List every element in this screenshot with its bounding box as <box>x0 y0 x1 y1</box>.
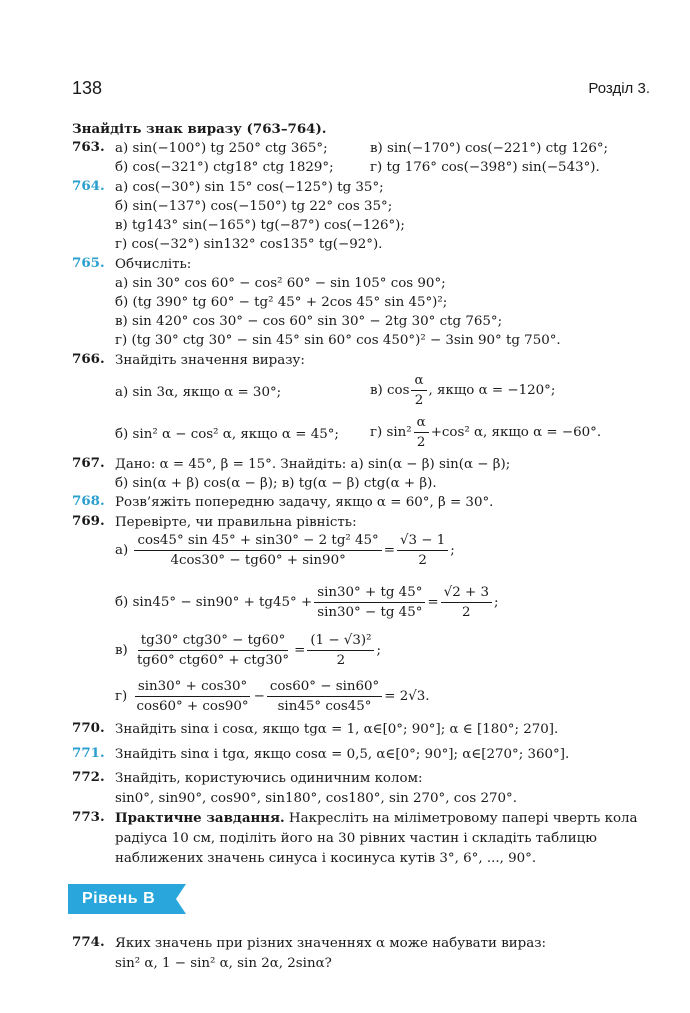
exercise-771-text: Знайдіть sinα і tgα, якщо cosα = 0,5, α∈[0°; 90°]; α∈[270°; 360°]. <box>115 747 570 762</box>
exercise-765-b: б) (tg 390° tg 60° − tg² 45° + 2cos 45° sin 45°)²; <box>115 295 448 310</box>
fraction-denominator: 2 <box>418 553 427 568</box>
fraction <box>441 584 492 621</box>
fraction-denominator: 2 <box>416 435 426 450</box>
expr-text: sin45° − sin90° + tg45° + <box>132 595 313 610</box>
item-label: г) <box>115 689 128 704</box>
exercise-763-b: в) sin(−170°) cos(−221°) ctg 126°; <box>370 141 609 156</box>
exercise-769-b <box>115 584 498 621</box>
exercise-774-line2: sin² α, 1 − sin² α, sin 2α, 2sinα? <box>115 956 332 971</box>
fraction-numerator: (1 − √3)² <box>307 632 374 651</box>
exercise-number: 763. <box>72 139 105 155</box>
punctuation: ; <box>376 643 381 658</box>
intro-heading: Знайдіть знак виразу (763–764). <box>72 121 327 137</box>
exercise-766-b <box>370 372 555 409</box>
exercise-769-c <box>115 632 381 669</box>
expr-text: Накресліть на міліметровому папері чверть кола <box>284 811 638 826</box>
expr-text: , якщо α = −120°; <box>428 383 556 398</box>
exercise-763-a: а) sin(−100°) tg 250° ctg 365°; <box>115 141 328 156</box>
level-badge <box>68 884 186 914</box>
exercise-770-text: Знайдіть sinα і cosα, якщо tgα = 1, α∈[0°; 90°]; α ∈ [180°; 270]. <box>115 722 559 737</box>
fraction <box>307 632 374 669</box>
exercise-767-line1: Дано: α = 45°, β = 15°. Знайдіть: а) sin(α − β) sin(α − β); <box>115 457 511 472</box>
fraction-numerator: sin30° + cos30° <box>135 678 250 697</box>
fraction-denominator: 4cos30° − tg60° + sin90° <box>170 553 346 568</box>
exercise-766-a: а) sin 3α, якщо α = 30°; <box>115 385 282 400</box>
exercise-768-text: Розв’яжіть попередню задачу, якщо α = 60°, β = 30°. <box>115 495 494 510</box>
fraction-denominator: 2 <box>336 653 346 668</box>
punctuation: ; <box>450 543 455 558</box>
fraction <box>414 414 429 451</box>
exercise-764-a: а) cos(−30°) sin 15° cos(−125°) tg 35°; <box>115 180 384 195</box>
exercise-766-title: Знайдіть значення виразу: <box>115 353 305 368</box>
exercise-number: 770. <box>72 720 105 736</box>
fraction-denominator: 2 <box>414 393 424 408</box>
expr-text: +cos² α, якщо α = −60°. <box>430 425 602 440</box>
fraction <box>134 632 292 669</box>
exercise-number: 767. <box>72 455 105 471</box>
exercise-773-line3: наближених значень синуса і косинуса кутів 3°, 6°, ..., 90°. <box>115 851 537 866</box>
exercise-769-title: Перевірте, чи правильна рівність: <box>115 515 357 530</box>
fraction-denominator: cos60° + cos90° <box>136 699 249 714</box>
fraction-numerator: α <box>414 414 429 433</box>
minus-sign: − <box>253 689 265 704</box>
fraction-denominator: sin30° − tg 45° <box>317 605 423 620</box>
fraction-numerator: √3 − 1 <box>397 532 448 551</box>
practical-task-label: Практичне завдання. <box>115 810 285 826</box>
fraction <box>397 532 448 569</box>
exercise-765-c: в) sin 420° cos 30° − cos 60° sin 30° − 2tg 30° ctg 765°; <box>115 314 503 329</box>
equals-sign: = <box>427 595 439 610</box>
exercise-765-a: а) sin 30° cos 60° − cos² 60° − sin 105° cos 90°; <box>115 276 446 291</box>
exercise-number: 764. <box>72 178 105 194</box>
fraction <box>134 532 381 569</box>
fraction-denominator: sin45° cos45° <box>277 699 372 714</box>
exercise-767-line2: б) sin(α + β) cos(α − β); в) tg(α − β) ctg(α + β). <box>115 476 437 491</box>
exercise-773-line1 <box>115 809 638 828</box>
exercise-number: 771. <box>72 745 105 761</box>
exercise-772-line2: sin0°, sin90°, cos90°, sin180°, cos180°, sin 270°, cos 270°. <box>115 791 517 806</box>
section-title: Розділ 3. <box>588 80 650 97</box>
equals-sign: = <box>383 543 395 558</box>
item-label: а) <box>115 543 129 558</box>
item-label: б) <box>115 595 129 610</box>
exercise-772-line1: Знайдіть, користуючись одиничним колом: <box>115 771 423 786</box>
exercise-number: 769. <box>72 513 105 529</box>
exercise-763-c: б) cos(−321°) ctg18° ctg 1829°; <box>115 160 334 175</box>
exercise-769-d <box>115 678 430 715</box>
page-number: 138 <box>72 78 103 98</box>
exercise-773-line2: радіуса 10 см, поділіть його на 30 рівних частин і складіть таблицю <box>115 831 597 846</box>
exercise-765-d: г) (tg 30° ctg 30° − sin 45° sin 60° cos 450°)² − 3sin 90° tg 750°. <box>115 333 561 348</box>
exercise-766-c: б) sin² α − cos² α, якщо α = 45°; <box>115 427 339 442</box>
fraction-numerator: √2 + 3 <box>441 584 492 603</box>
exercise-number: 773. <box>72 809 105 825</box>
exercise-number: 774. <box>72 934 105 950</box>
fraction-numerator: cos45° sin 45° + sin30° − 2 tg² 45° <box>134 532 381 551</box>
fraction-numerator: sin30° + tg 45° <box>314 584 425 603</box>
fraction-numerator: tg30° ctg30° − tg60° <box>138 632 289 651</box>
expr-text: г) sin² <box>370 425 412 440</box>
exercise-764-d: г) cos(−32°) sin132° cos135° tg(−92°). <box>115 237 383 252</box>
fraction <box>314 584 425 621</box>
exercise-number: 766. <box>72 351 105 367</box>
punctuation: ; <box>493 595 499 610</box>
equals-sign: = <box>294 643 306 658</box>
fraction-denominator: 2 <box>462 605 471 620</box>
fraction <box>134 678 252 715</box>
exercise-765-title: Обчисліть: <box>115 257 192 272</box>
item-label: в) <box>115 643 128 658</box>
exercise-769-a <box>115 532 455 569</box>
exercise-number: 772. <box>72 769 105 785</box>
fraction-numerator: α <box>411 372 426 391</box>
fraction <box>411 372 426 409</box>
expr-text: в) cos <box>370 383 410 398</box>
exercise-763-d: г) tg 176° cos(−398°) sin(−543°). <box>370 160 600 175</box>
exercise-764-b: б) sin(−137°) cos(−150°) tg 22° cos 35°; <box>115 199 393 214</box>
fraction <box>267 678 382 715</box>
exercise-766-d <box>370 414 601 451</box>
exercise-number: 768. <box>72 493 105 509</box>
exercise-774-line1: Яких значень при різних значеннях α може набувати вираз: <box>115 936 547 951</box>
level-badge-label: Рівень В <box>82 890 156 907</box>
fraction-denominator: tg60° ctg60° + ctg30° <box>137 653 290 668</box>
exercise-number: 765. <box>72 255 105 271</box>
expr-text: = 2√3. <box>384 689 430 704</box>
exercise-764-c: в) tg143° sin(−165°) tg(−87°) cos(−126°); <box>115 218 405 233</box>
fraction-numerator: cos60° − sin60° <box>267 678 382 697</box>
